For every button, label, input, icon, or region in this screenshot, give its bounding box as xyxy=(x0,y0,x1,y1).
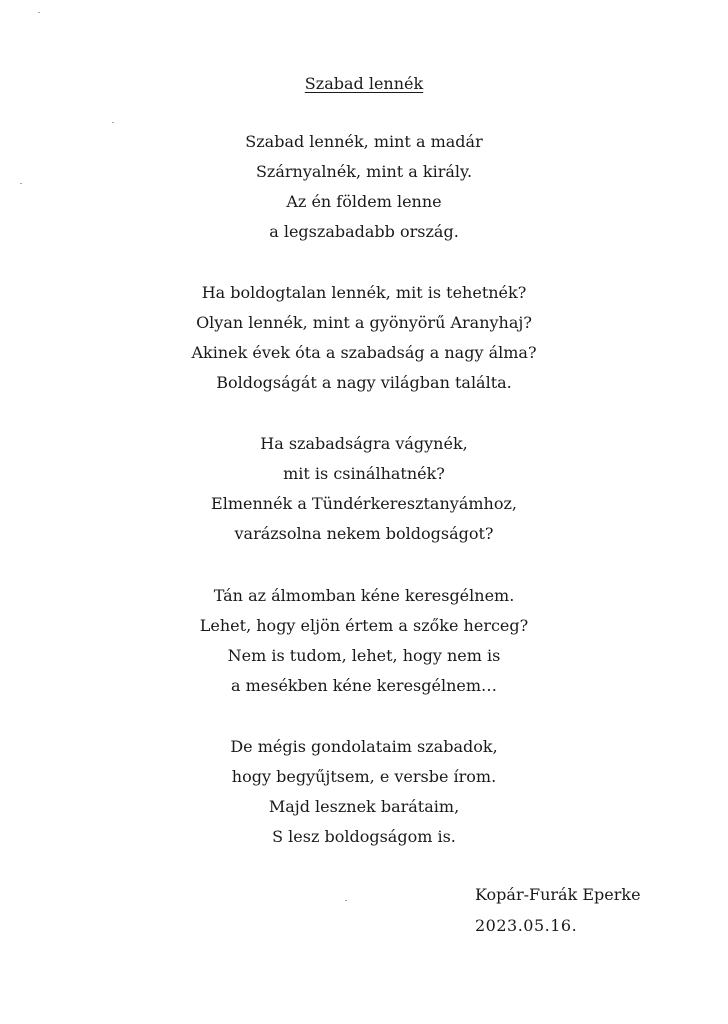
scan-speck xyxy=(38,12,40,13)
stanza-2 xyxy=(0,278,728,398)
stanza-1 xyxy=(0,127,728,247)
poem-line: Nem is tudom, lehet, hogy nem is xyxy=(227,646,501,665)
poem-line: a legszabadabb ország. xyxy=(269,222,459,241)
poem-line: Tán az álmomban kéne keresgélnem. xyxy=(213,586,515,605)
poem-line: Boldogságát a nagy világban találta. xyxy=(216,373,512,392)
poem-line: varázsolna nekem boldogságot? xyxy=(234,524,494,543)
poem-line: Az én földem lenne xyxy=(286,192,442,211)
scan-speck xyxy=(345,900,347,901)
poem-date: 2023.05.16. xyxy=(475,916,578,935)
stanza-4 xyxy=(0,581,728,701)
poem-title: Szabad lennék xyxy=(304,74,424,93)
scan-speck xyxy=(112,122,114,123)
poem-line: De mégis gondolataim szabadok, xyxy=(230,737,498,756)
stanza-3 xyxy=(0,429,728,549)
poem-line: Szárnyalnék, mint a király. xyxy=(255,162,473,181)
stanza-5 xyxy=(0,732,728,852)
poem-line: Szabad lennék, mint a madár xyxy=(245,132,483,151)
poem-line: Akinek évek óta a szabadság a nagy álma? xyxy=(191,343,537,362)
poem-line: Lehet, hogy eljön értem a szőke herceg? xyxy=(199,616,529,635)
poem-line: Ha boldogtalan lennék, mit is tehetnék? xyxy=(201,283,527,302)
poem-line: Olyan lennék, mint a gyönyörű Aranyhaj? xyxy=(196,313,532,332)
poem-line: Ha szabadságra vágynék, xyxy=(260,434,468,453)
poem-line: Majd lesznek barátaim, xyxy=(268,797,460,816)
poem-line: hogy begyűjtsem, e versbe írom. xyxy=(231,767,497,786)
poem-line: a mesékben kéne keresgélnem… xyxy=(230,676,498,695)
poem-line: S lesz boldogságom is. xyxy=(272,827,456,846)
poem-line: mit is csinálhatnék? xyxy=(283,464,445,483)
author-name: Kopár-Furák Eperke xyxy=(475,885,641,904)
poem-line: Elmennék a Tündérkeresztanyámhoz, xyxy=(211,494,517,513)
